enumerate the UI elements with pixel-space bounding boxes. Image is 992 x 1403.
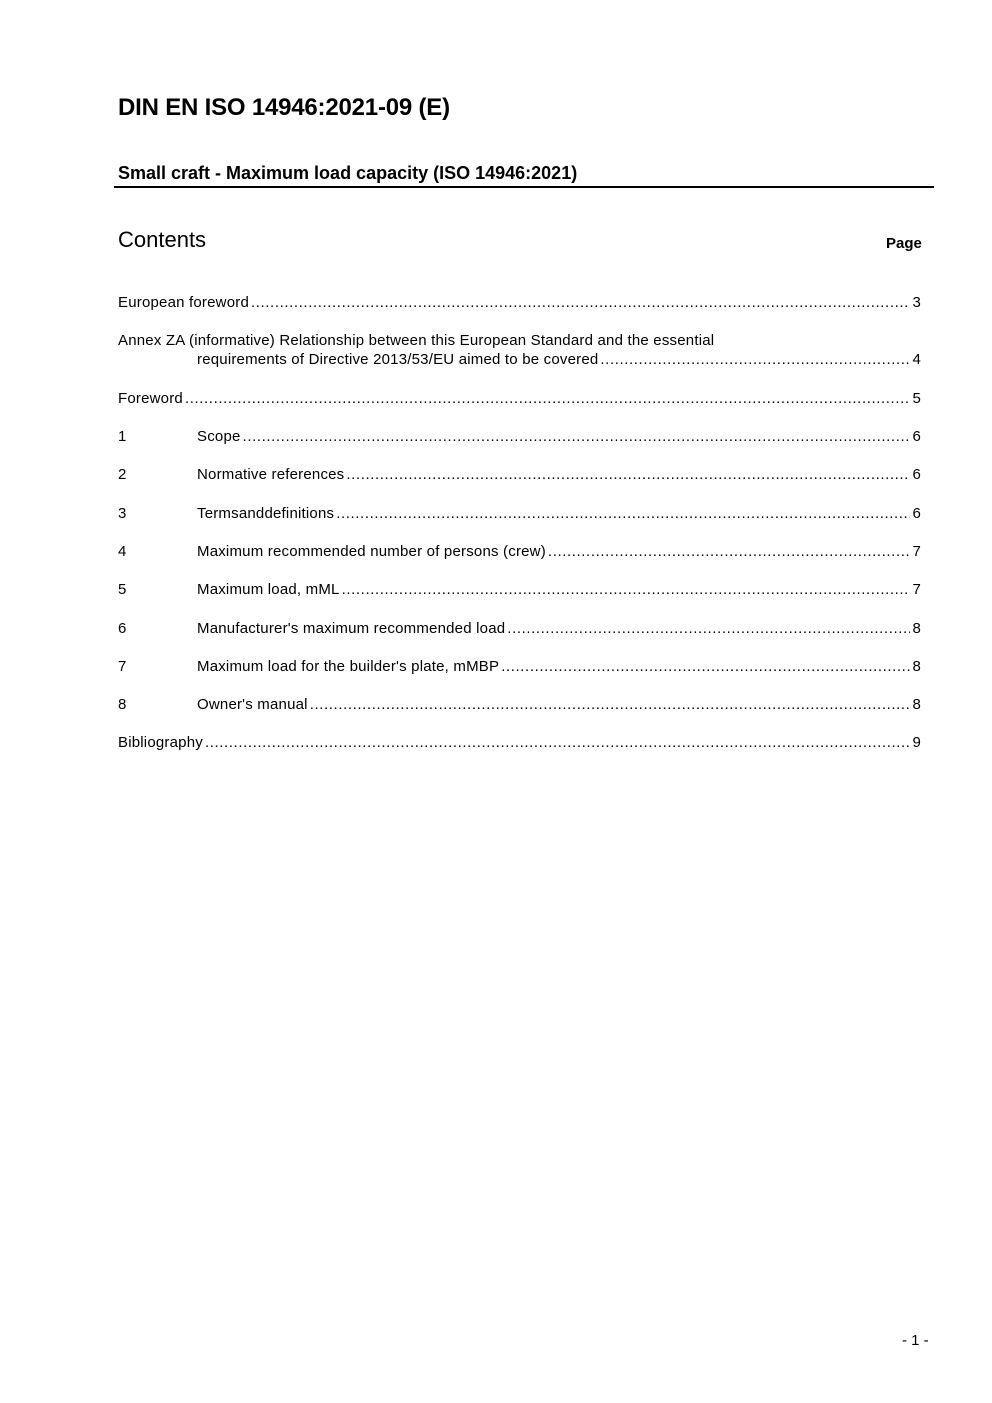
toc-entry-page: 7 <box>912 543 921 560</box>
toc-entry-title: Foreword <box>118 390 183 407</box>
toc-entry-title: Manufacturer's maximum recommended load <box>197 620 506 637</box>
toc-leader-dots <box>507 619 910 638</box>
toc-leader-dots <box>243 427 911 446</box>
toc-entry-page: 3 <box>912 294 921 311</box>
toc-entry-title: Owner's manual <box>197 696 308 713</box>
toc-entry-page: 9 <box>912 734 921 751</box>
toc-leader-dots <box>342 580 911 599</box>
toc-entry-section-8[interactable] <box>118 695 921 714</box>
toc-entry-page: 6 <box>912 505 921 522</box>
toc-entry-section-1[interactable] <box>118 427 921 446</box>
toc-entry-title: Maximum load for the builder's plate, mMBP <box>197 658 500 675</box>
toc-leader-dots <box>310 695 911 714</box>
toc-section-number: 5 <box>118 581 127 598</box>
toc-entry-section-6[interactable] <box>118 619 921 638</box>
toc-leader-dots <box>548 542 911 561</box>
toc-leader-dots <box>346 465 910 484</box>
toc-entry-title: Maximum recommended number of persons (crew) <box>197 543 546 560</box>
toc-section-number: 6 <box>118 620 127 637</box>
toc-entry-page: 6 <box>912 428 921 445</box>
toc-entry-title: Maximum load, mML <box>197 581 340 598</box>
toc-entry-page: 8 <box>912 696 921 713</box>
document-subtitle: Small craft - Maximum load capacity (ISO 14946:2021) <box>118 163 578 183</box>
toc-entry-title: Scope <box>197 428 241 445</box>
toc-entry-section-3[interactable] <box>118 504 921 523</box>
toc-entry-title: European foreword <box>118 294 249 311</box>
toc-entry-annex-za[interactable] <box>118 331 921 369</box>
toc-entry-bibliography[interactable] <box>118 733 921 752</box>
toc-section-number: 7 <box>118 658 127 675</box>
toc-entry-section-4[interactable] <box>118 542 921 561</box>
toc-leader-dots <box>336 504 910 523</box>
toc-entry-title-line2: requirements of Directive 2013/53/EU aimed to be covered <box>197 351 599 368</box>
toc-leader-dots <box>501 657 910 676</box>
toc-entry-title-line1: Annex ZA (informative) Relationship between this European Standard and the essential <box>118 332 715 349</box>
page-column-heading: Page <box>886 235 922 252</box>
toc-section-number: 4 <box>118 543 127 560</box>
toc-entry-page: 8 <box>912 658 921 675</box>
toc-section-number: 2 <box>118 466 127 483</box>
toc-leader-dots <box>205 733 911 752</box>
footer-page-number: - 1 - <box>902 1332 929 1349</box>
toc-entry-page: 7 <box>912 581 921 598</box>
toc-section-number: 1 <box>118 428 127 445</box>
toc-leader-dots <box>600 350 910 369</box>
toc-section-number: 8 <box>118 696 127 713</box>
toc-entry-title: Termsanddefinitions <box>197 505 335 522</box>
toc-section-number: 3 <box>118 505 127 522</box>
document-title: DIN EN ISO 14946:2021-09 (E) <box>118 94 450 121</box>
toc-entry-page: 6 <box>912 466 921 483</box>
toc-entry-foreword[interactable] <box>118 389 921 408</box>
toc-entry-section-7[interactable] <box>118 657 921 676</box>
toc-leader-dots <box>251 293 910 312</box>
toc-entry-page: 5 <box>912 390 921 407</box>
toc-entry-section-5[interactable] <box>118 580 921 599</box>
toc-entry-european-foreword[interactable] <box>118 293 921 312</box>
subtitle-divider <box>114 186 934 188</box>
toc-entry-page: 8 <box>912 620 921 637</box>
toc-entry-section-2[interactable] <box>118 465 921 484</box>
contents-heading: Contents <box>118 227 207 252</box>
toc-entry-page: 4 <box>912 351 921 368</box>
toc-entry-title: Normative references <box>197 466 345 483</box>
toc-leader-dots <box>185 389 910 408</box>
toc-entry-title: Bibliography <box>118 734 203 751</box>
